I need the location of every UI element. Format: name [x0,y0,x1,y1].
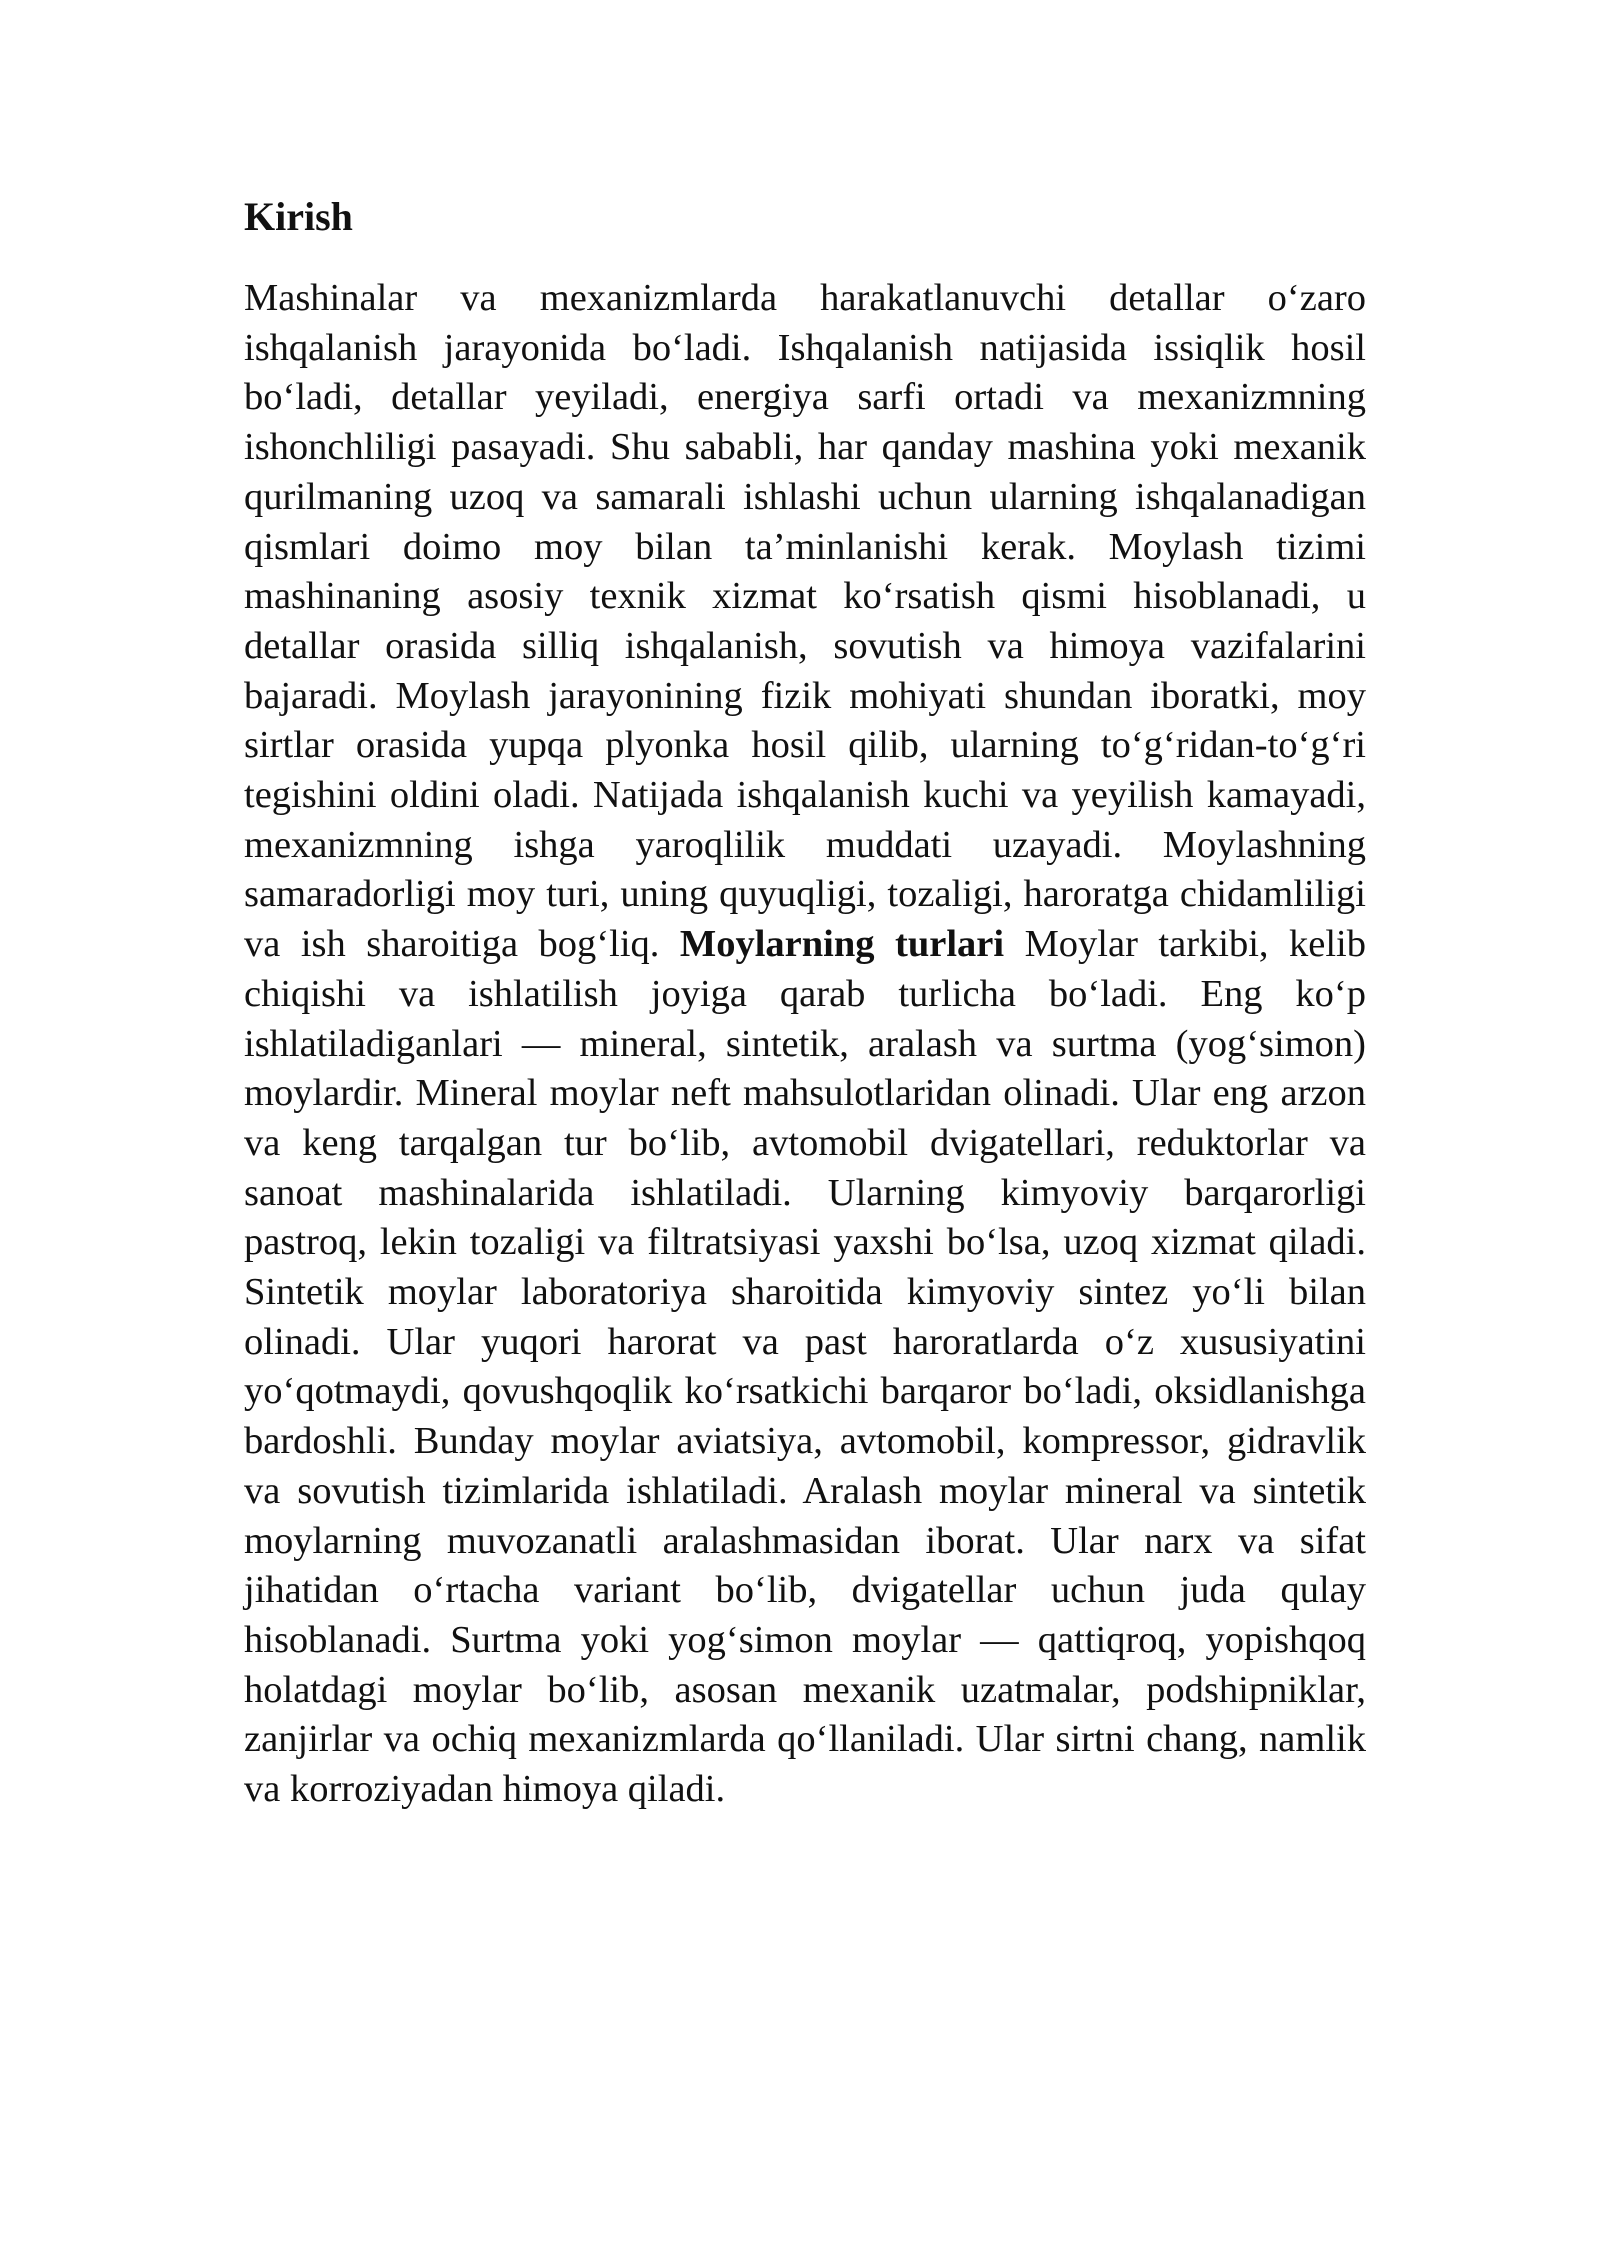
section-heading: Moylarning turlari [679,923,1005,966]
page-title: Kirish [244,194,353,239]
body-paragraph [244,274,1366,1815]
document-page [244,192,1366,1815]
intro-paragraph: Mashinalar va mexanizmlarda harakatlanuvchi detallar o‘zaro ishqalanish jarayonida bo‘ladi. Ishqalanish natijasida issiqlik hosil bo‘ladi, detallar yeyiladi, energiya sarfi ortadi va mexanizmning ishonchliligi pasayadi. Shu sababli, har qanday mashina yoki mexanik qurilmaning uzoq va samarali ishlashi uchun ularning ishqalanadigan qismlari doimo moy bilan ta’minlanishi kerak. Moylash tizimi mashinaning asosiy texnik xizmat ko‘rsatish qismi hisoblanadi, u detallar orasida silliq ishqalanish, sovutish va himoya vazifalarini bajaradi. Moylash jarayonining fizik mohiyati shundan iboratki, moy sirtlar orasida yupqa plyonka hosil qilib, ularning to‘g‘ridan-to‘g‘ri tegishini oldini oladi. Natijada ishqalanish kuchi va yeyilish kamayadi, mexanizmning ishga yaroqlilik muddati uzayadi. Moylashning samaradorligi moy turi, uning quyuqligi, tozaligi, haroratga chidamliligi va ish sharoitiga bog‘liq. [244,277,1366,966]
types-paragraph: Moylar tarkibi, kelib chiqishi va ishlatilish joyiga qarab turlicha bo‘ladi. Eng ko‘p ishlatiladiganlari — mineral, sintetik, aralash va surtma (yog‘simon) moylardir. Mineral moylar neft mahsulotlaridan olinadi. Ular eng arzon va keng tarqalgan tur bo‘lib, avtomobil dvigatellari, reduktorlar va sanoat mashinalarida ishlatiladi. Ularning kimyoviy barqarorligi pastroq, lekin tozaligi va filtratsiyasi yaxshi bo‘lsa, uzoq xizmat qiladi. Sintetik moylar laboratoriya sharoitida kimyoviy sintez yo‘li bilan olinadi. Ular yuqori harorat va past haroratlarda o‘z xususiyatini yo‘qotmaydi, qovushqoqlik ko‘rsatkichi barqaror bo‘ladi, oksidlanishga bardoshli. Bunday moylar aviatsiya, avtomobil, kompressor, gidravlik va sovutish tizimlarida ishlatiladi. Aralash moylar mineral va sintetik moylarning muvozanatli aralashmasidan iborat. Ular narx va sifat jihatidan o‘rtacha variant bo‘lib, dvigatellar uchun juda qulay hisoblanadi. Surtma yoki yog‘simon moylar — qattiqroq, yopishqoq holatdagi moylar bo‘lib, asosan mexanik uzatmalar, podshipniklar, zanjirlar va ochiq mexanizmlarda qo‘llaniladi. Ular sirtni chang, namlik va korroziyadan himoya qiladi. [244,923,1366,1811]
